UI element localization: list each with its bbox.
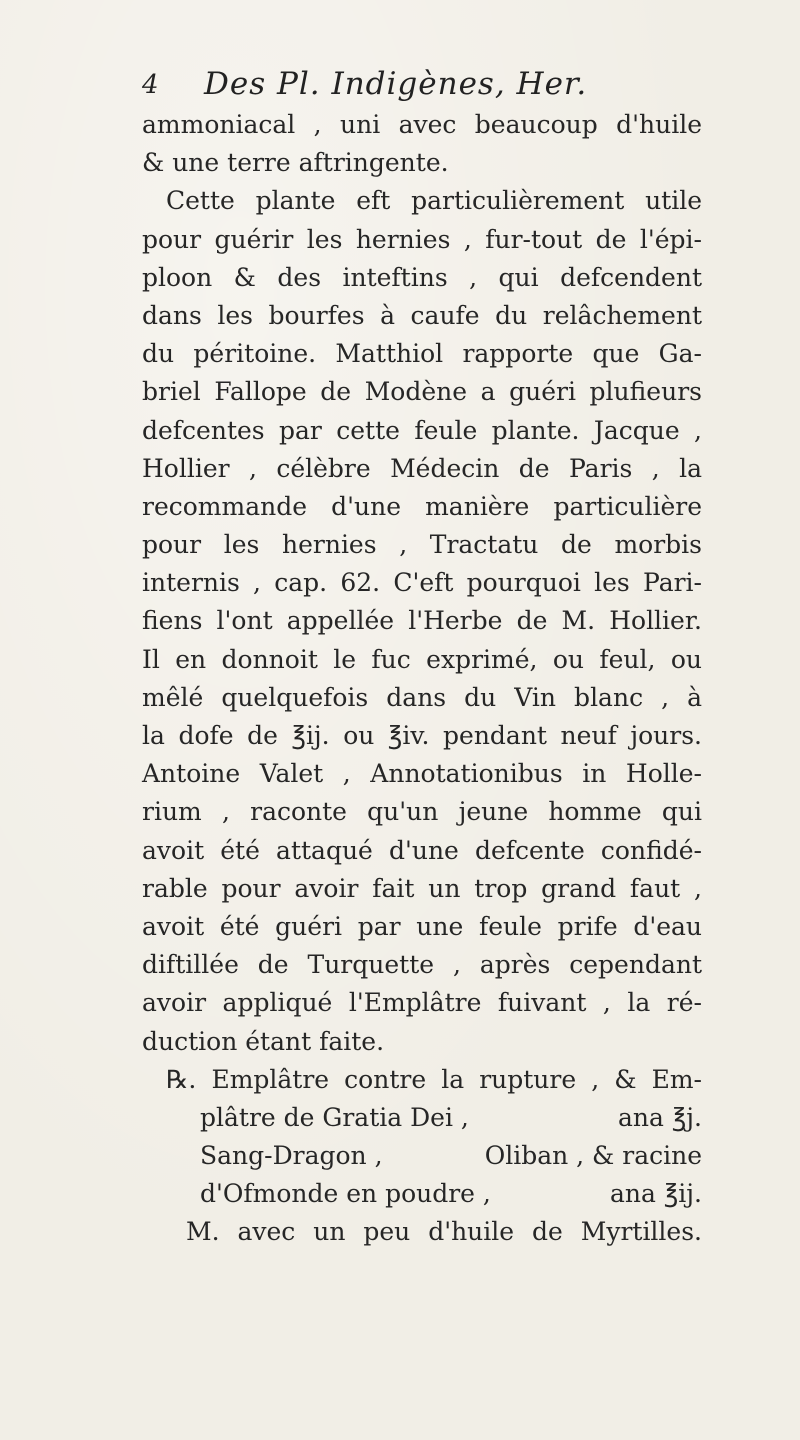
- text-line: briel Fallope de Modène a guéri plufieurs: [142, 377, 702, 407]
- text-line: rium , raconte qu'un jeune homme qui: [142, 797, 702, 827]
- text-line: Antoine Valet , Annotationibus in Holle-: [142, 759, 702, 789]
- text-line: Cette plante eft particulièrement utile: [166, 186, 702, 216]
- page-header: [142, 66, 702, 110]
- text-line: la dofe de ℥ij. ou ℥iv. pendant neuf jours.: [142, 721, 702, 750]
- recipe-line: ℞. Emplâtre contre la rupture , & Em-: [166, 1064, 702, 1094]
- text-line: ammoniacal , uni avec beaucoup d'huile: [142, 110, 702, 139]
- recipe-line: [142, 1099, 702, 1137]
- recipe-line: M. avec un peu d'huile de Myrtilles.: [186, 1217, 702, 1247]
- text-line: Hollier , célèbre Médecin de Paris , la: [142, 453, 702, 483]
- text-line: mêlé quelquefois dans du Vin blanc , à: [142, 682, 702, 712]
- text-line: defcentes par cette feule plante. Jacque ,: [142, 415, 702, 445]
- text-line: du péritoine. Matthiol rapporte que Ga-: [142, 339, 702, 369]
- recipe-line: [142, 1137, 702, 1175]
- text-line: pour les hernies , Tractatu de morbis: [142, 530, 702, 560]
- running-title: Des Pl. Indigènes, Her.: [204, 66, 588, 102]
- text-line: & une terre aftringente.: [142, 148, 449, 178]
- recipe-line: [142, 1175, 702, 1213]
- recipe-ingredient: Oliban , & racine: [484, 1141, 702, 1171]
- text-line: avoit été guéri par une feule prife d'eau: [142, 911, 702, 941]
- recipe-ingredient: Sang-Dragon ,: [200, 1141, 383, 1171]
- text-line: internis , cap. 62. C'eft pourquoi les Pari-: [142, 568, 702, 598]
- text-line: ploon & des inteftins , qui defcendent: [142, 262, 702, 292]
- text-line: fiens l'ont appellée l'Herbe de M. Hollier.: [142, 606, 702, 636]
- text-line: rable pour avoir fait un trop grand faut ,: [142, 873, 702, 903]
- text-line: avoit été attaqué d'une defcente confidé-: [142, 835, 702, 865]
- text-line: diftillée de Turquette , après cependant: [142, 950, 702, 980]
- recipe-ingredient: plâtre de Gratia Dei ,: [200, 1102, 469, 1132]
- recipe-ingredient: d'Ofmonde en poudre ,: [200, 1179, 491, 1209]
- text-line: dans les bourfes à caufe du relâchement: [142, 300, 702, 330]
- text-line: duction étant faite.: [142, 1026, 385, 1056]
- text-line: avoir appliqué l'Emplâtre fuivant , la ré-: [142, 988, 702, 1018]
- recipe-quantity: ana ℥j.: [618, 1102, 702, 1132]
- recipe-quantity: ana ℥ij.: [610, 1179, 702, 1209]
- text-line: pour guérir les hernies , fur-tout de l'épi-: [142, 224, 702, 254]
- text-line: recommande d'une manière particulière: [142, 491, 702, 521]
- text-line: Il en donnoit le fuc exprimé, ou feul, ou: [142, 644, 702, 674]
- page-number: 4: [142, 70, 159, 100]
- body-text: [142, 106, 702, 1252]
